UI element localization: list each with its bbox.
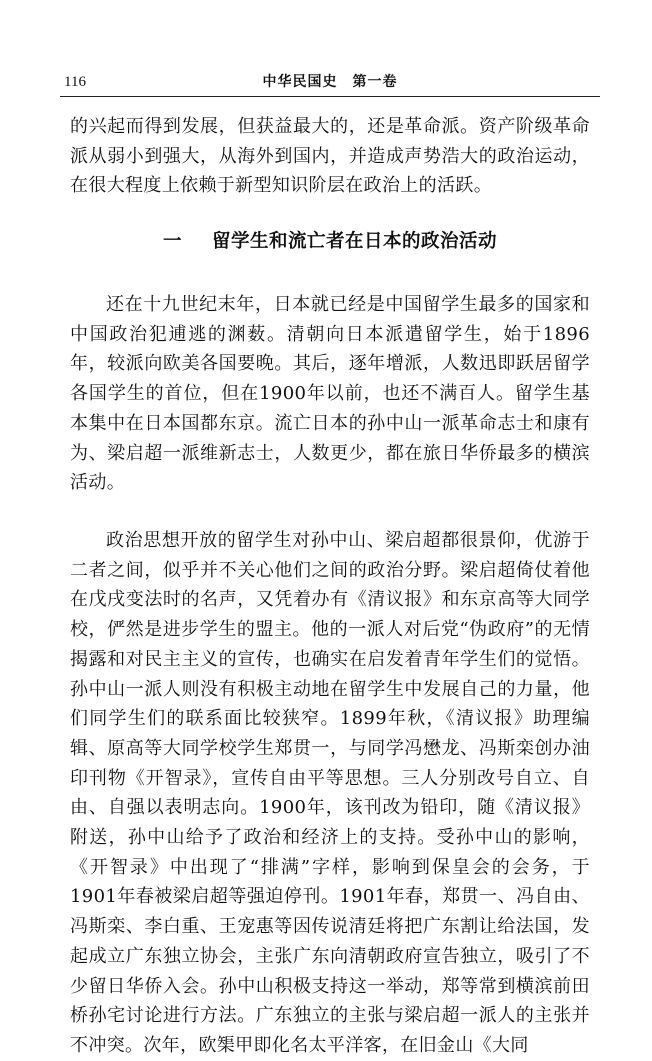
page-number: 116 <box>64 74 86 90</box>
page-header <box>60 72 600 97</box>
body-paragraph: 还在十九世纪末年，日本就已经是中国留学生最多的国家和中国政治犯逋逃的渊薮。清朝向日本派遣留学生，始于1896年，较派向欧美各国要晚。其后，逐年增派，人数迅即跃居留学各国学生的首位，但在1900年以前，也还不满百人。留学生基本集中在日本国都东京。流亡日本的孙中山一派革命志士和康有为、梁启超一派维新志士，人数更少，都在旅日华侨最多的横滨活动。 <box>70 294 590 494</box>
running-title: 中华民国史 第一卷 <box>262 74 398 90</box>
section-number: 一 <box>162 231 182 252</box>
section-heading <box>70 230 590 254</box>
section-title: 留学生和流亡者在日本的政治活动 <box>212 231 498 252</box>
body-paragraph: 政治思想开放的留学生对孙中山、梁启超都很景仰，优游于二者之间，似乎并不关心他们之间的政治分野。梁启超倚仗着他在戊戌变法时的名声，又凭着办有《清议报》和东京高等大同学校，俨然是进步学生的盟主。他的一派人对后党“伪政府”的无情揭露和对民主主义的宣传，也确实在启发着青年学生们的觉悟。孙中山一派人则没有积极主动地在留学生中发展自己的力量，他们同学生们的联系面比较狭窄。1899年秋，《清议报》助理编辑、原高等大同学校学生郑贯一，与同学冯懋龙、冯斯栾创办油印刊物《开智录》，宣传自由平等思想。三人分别改号自立、自由、自强以表明志向。1900年，该刊改为铅印，随《清议报》附送，孙中山给予了政治和经济上的支持。受孙中山的影响，《开智录》中出现了“排满”字样，影响到保皇会的会务，于1901年春被梁启超等强迫停刊。1901年春，郑贯一、冯自由、冯斯栾、李白重、王宠惠等因传说清廷将把广东割让给法国，发起成立广东独立协会，主张广东向清朝政府宣告独立，吸引了不少留日华侨入会。孙中山积极支持这一举动，郑等常到横滨前田桥孙宅讨论进行方法。广东独立的主张与梁启超一派人的主张并不冲突。次年，欧榘甲即化名太平洋客，在旧金山《大同 <box>70 530 590 1056</box>
intro-paragraph: 的兴起而得到发展，但获益最大的，还是革命派。资产阶级革命派从弱小到强大，从海外到国内，并造成声势浩大的政治运动，在很大程度上依赖于新型知识阶层在政治上的活跃。 <box>70 116 590 197</box>
